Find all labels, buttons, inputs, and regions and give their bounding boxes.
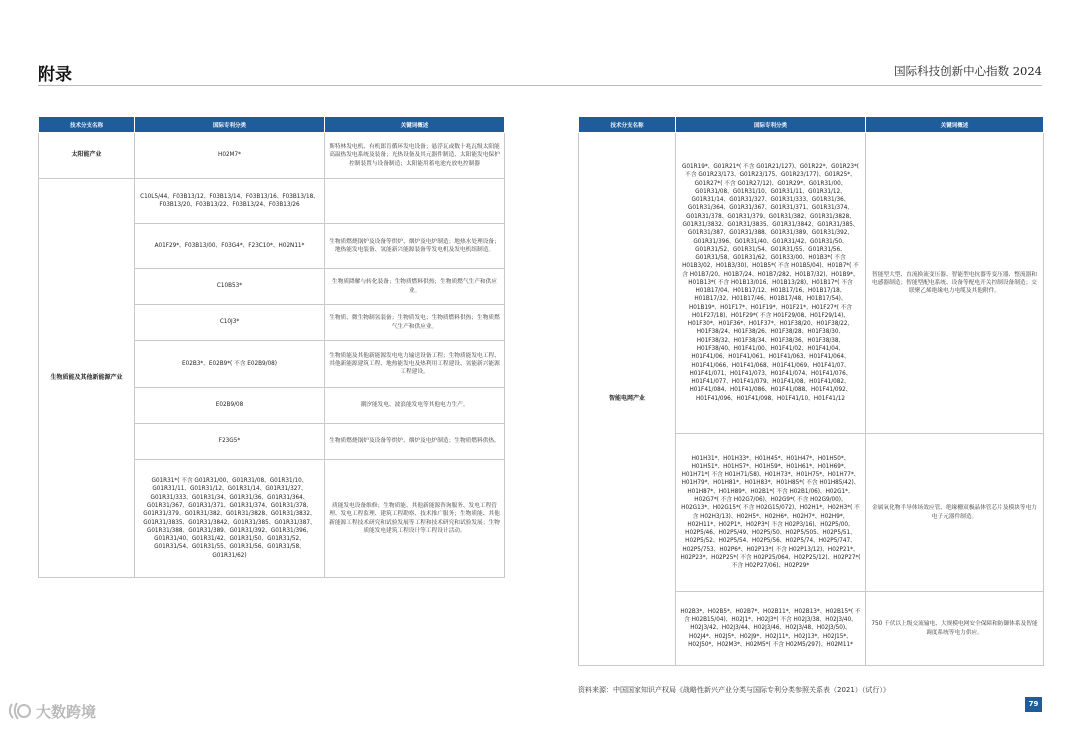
source-note: 资料来源：中国国家知识产权局《战略性新兴产业分类与国际专利分类参照关系表（2021）（试行）》 [578,686,890,694]
table-header-row [579,117,1044,133]
ipc-cell: C10J3* [135,305,325,341]
keywords-cell: 生物质、微生物制氢装备；生物质发电；生物质燃料供热；生物质燃气生产和供应业。 [325,305,505,341]
keywords-cell: 生物质降解与转化装备；生物质燃料供热；生物质燃气生产和供应业。 [325,269,505,305]
keywords-cell [325,179,505,224]
branch-name-cell: 生物质能及其他新能源产业 [39,179,135,578]
keywords-cell: 智能型大型、直流换流变压器、智能型电抗器等变压器、整流器和电感器制造；智能型配电系统、设备等配电开关控制设备制造；交联聚乙烯绝缘电力电缆及其他附件。 [866,133,1044,434]
col-header-branch: 技术分支名称 [39,117,135,133]
keywords-cell: 质能发电设备维修；生物质能、其他新能源咨询服务、发电工程管理、发电工程监理、建筑工程勘察、技术推广服务；生物质能、其他新能源工程技术研究和试验发展等工程和技术研究和试验发展；生物质能发电建筑工程设计等工程设计活动。 [325,460,505,578]
col-header-branch: 技术分支名称 [579,117,676,133]
ipc-cell: H02M7* [135,133,325,179]
table-row [39,179,505,224]
ipc-cell: F23G5* [135,424,325,460]
ipc-cell: G01R19*、G01R21*( 不含 G01R21/127)、G01R22*、G01R23*( 不含 G01R23/173、G01R23/175、G01R23/177)、G01R25*、G01R27*( 不含 G01R27/12)、G01R29*、G01R31/00、G01R31/08、G01R31/10、G01R31/11、G01R31/12、G01R31/14、G01R31/327、G01R31/333、G01R31/36、G01R31/364、G01R31/367、G01R31/371、G01R31/374、G01R31/378、G01R31/379、G01R31/382、G01R31/3828、G01R31/3832、G01R31/3835、G01R31/3842、G01R31/385、G01R31/387、G01R31/388、G01R31/389、G01R31/392、G01R31/396、G01R31/40、G01R31/42、G01R31/50、G01R31/52、G01R31/54、G01R31/55、G01R31/56、G01R31/58、G01R31/62、G01R33/00、H01B3*( 不含 H01B3/02、H01B3/30)、H01B5*( 不含 H01B5/04)、H01B7*( 不含 H01B7/20、H01B7/24、H01B7/282、H01B7/32)、H01B9*、H01B13*( 不含 H01B13/016、H01B13/28)、H01B17*( 不含 H01B17/04、H01B17/12、H01B17/16、H01B17/18、H01B17/32、H01B17/46、H01B17/48、H01B17/54)、H01B19*、H01F17*、H01F19*、H01F21*、H01F27*( 不含 H01F27/18)、H01F29*( 不含 H01F29/08、H01F29/14)、H01F30*、H01F36*、H01F37*、H01F38/20、H01F38/22、H01F38/24、H01F38/26、H01F38/28、H01F38/30、H01F38/32、H01F38/34、H01F38/36、H01F38/38、H01F38/40、H01F41/00、H01F41/02、H01F41/04、H01F41/06、H01F41/061、H01F41/063、H01F41/064、H01F41/066、H01F41/068、H01F41/069、H01F41/07、H01F41/071、H01F41/073、H01F41/074、H01F41/076、H01F41/077、H01F41/079、H01F41/08、H01F41/082、H01F41/084、H01F41/086、H01F41/088、H01F41/092、H01F41/096、H01F41/098、H01F41/10、H01F41/12 [676,133,866,434]
watermark-text: 大数跨境 [36,702,97,721]
section-title: 附录 [38,65,72,85]
right-classification-table [578,116,1044,666]
watermark [8,700,96,722]
keywords-cell: 金属氧化物半导体场效应管、绝缘栅双极晶体管芯片及模块等电力电子元器件制造。 [866,434,1044,592]
ipc-cell: E02B9/08 [135,388,325,424]
keywords-cell: 潮汐能发电、波浪能发电等其他电力生产。 [325,388,505,424]
col-header-keywords: 关键词概述 [866,117,1044,133]
keywords-cell: 生物质燃烧锅炉及设备等烘炉、烟炉及电炉制造；生物质燃料供热。 [325,424,505,460]
table-header-row [39,117,505,133]
page-number: 79 [1025,697,1042,712]
ipc-cell: E02B3*、E02B9*( 不含 E02B9/08) [135,341,325,388]
keywords-cell: 750 千伏以上级交流输电、大规模电网安全保障和防御体系及智能调度系统等电力供应。 [866,592,1044,666]
ipc-cell: C10B53* [135,269,325,305]
branch-name-cell: 太阳能产业 [39,133,135,179]
col-header-keywords: 关键词概述 [325,117,505,133]
ipc-cell: H01H31*、H01H33*、H01H45*、H01H47*、H01H50*、H01H51*、H01H57*、H01H59*、H01H61*、H01H69*、H01H71*( 不含 H01H71/58)、H01H73*、H01H75*、H01H77*、H01H79*、H01H81*、H01H83*、H01H85*( 不含 H01H85/42)、H01H87*、H01H89*、H02B1*( 不含 H02B1/06)、H02G1*、H02G7*( 不含 H02G7/06)、H02G9*( 不含 H02G9/00)、H02G13*、H02G15*( 不含 H02G15/072)、H02H1*、H02H3*( 不含 H02H3/13)、H02H5*、H02H6*、H02H7*、H02H9*、H02H11*、H02P1*、H02P3*( 不含 H02P3/16)、H02P5/00、H02P5/46、H02P5/49、H02P5/50、H02P5/505、H02P5/51、H02P5/52、H02P5/54、H02P5/56、H02P5/74、H02P5/747、H02P5/753、H02P6*、H02P13*( 不含 H02P13/12)、H02P21*、H02P23*、H02P25*( 不含 H02P25/064、H02P25/12)、H02P27*( 不含 H02P27/06)、H02P29* [676,434,866,592]
branch-name-cell: 智能电网产业 [579,133,676,666]
ipc-cell: C10L5/44、F03B13/12、F03B13/14、F03B13/16、F03B13/18、F03B13/20、F03B13/22、F03B13/24、F03B13/26 [135,179,325,224]
watermark-logo-icon [8,700,32,722]
table-row [579,133,1044,434]
ipc-cell: A01F29*、F03B13/00、F03G4*、F23C10*、H02N11* [135,224,325,269]
ipc-cell: G01R31*( 不含 G01R31/00、G01R31/08、G01R31/10、G01R31/11、G01R31/12、G01R31/14、G01R31/327、G01R31/333、G01R31/34、G01R31/36、G01R31/364、G01R31/367、G01R31/371、G01R31/374、G01R31/378、G01R31/379、G01R31/382、G01R31/3828、G01R31/3832、G01R31/3835、G01R31/3842、G01R31/385、G01R31/387、G01R31/388、G01R31/389、G01R31/392、G01R31/396、G01R31/40、G01R31/42、G01R31/50、G01R31/52、G01R31/54、G01R31/55、G01R31/56、G01R31/58、G01R31/62) [135,460,325,578]
col-header-ipc: 国际专利分类 [676,117,866,133]
report-title: 国际科技创新中心指数 2024 [894,64,1042,78]
col-header-ipc: 国际专利分类 [135,117,325,133]
keywords-cell: 生物质能及其他新能源发电电力输送设备工程；生物质能发电工程、其他新能源建筑工程、地热能发电及热利用工程建设、氢能新兴能源工程建设。 [325,341,505,388]
ipc-cell: H02B3*、H02B5*、H02B7*、H02B11*、H02B13*、H02B15*( 不含 H02B15/04)、H02J1*、H02J3*( 不含 H02J3/38、H02J3/40、H02J3/42、H02J3/44、H02J3/46、H02J3/48、H02J3/50)、H02J4*、H02J5*、H02J9*、H02J11*、H02J13*、H02J15*、H02J50*、H02M3*、H02M5*( 不含 H02M5/297)、H02M11* [676,592,866,666]
left-classification-table [38,116,505,578]
keywords-cell: 斯特林发电机、有机郎肯循环发电设备；悬浮瓦或数十兆瓦级太阳能高温热发电系统及装备；光热设备及其元器件制造、太阳能发电保护控制装置与设备制造；太阳能用蓄电池充放电控制器 [325,133,505,179]
keywords-cell: 生物质燃烧锅炉及设备等烘炉、烟炉及电炉制造；地热水处理设备；地热能发电装备、氢能新兴能源装备等发电机及发电机组制造。 [325,224,505,269]
header-divider [38,85,1042,86]
table-row [39,133,505,179]
